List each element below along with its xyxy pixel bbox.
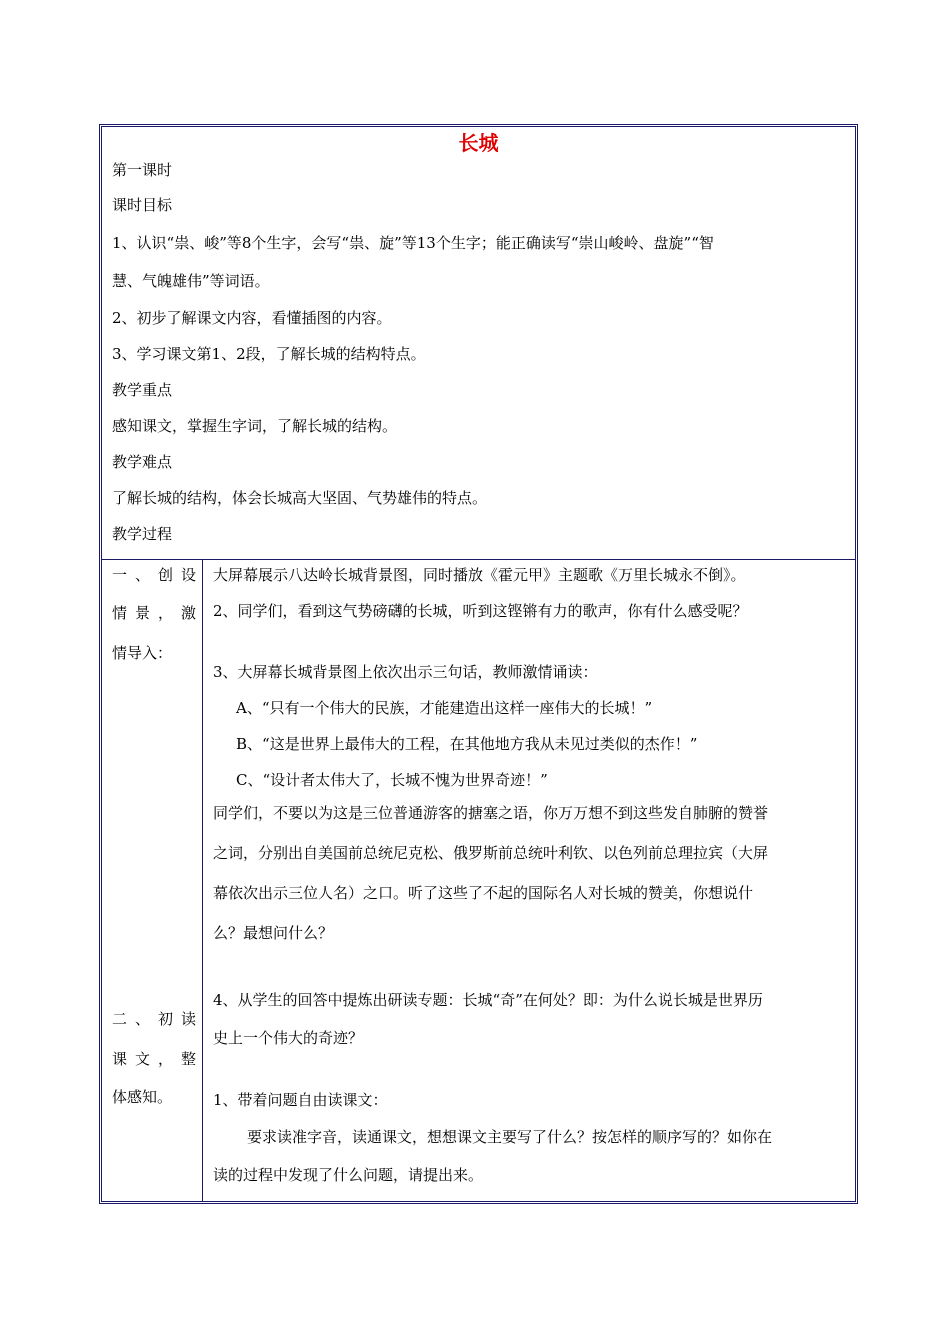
key-text: 感知课文，掌握生字词，了解长城的结构。 [112, 417, 398, 435]
lesson-header-cell [102, 127, 855, 560]
section-2-label-line-3: 体感知。 [112, 1088, 173, 1106]
char: 课 [112, 1050, 128, 1068]
char: 创 [157, 566, 173, 584]
content-paragraph: 同学们，不要以为这是三位普通游客的搪塞之语，你万万想不到这些发自肺腑的赞誉 [213, 804, 769, 822]
char: 初 [157, 1010, 173, 1028]
char: 、 [134, 1010, 150, 1028]
char: 情 [112, 604, 128, 622]
section-content-column [203, 559, 855, 1201]
section-label-column [102, 559, 203, 1201]
content-paragraph: 读的过程中发现了什么问题，请提出来。 [213, 1166, 484, 1184]
section-2-label-line-2 [112, 1048, 196, 1070]
content-paragraph: 幕依次出示三位人名）之口。听了这些了不起的国际名人对长城的赞美，你想说什 [213, 884, 754, 902]
quote-b: B、“这是世界上最伟大的工程，在其他地方我从未见过类似的杰作！” [236, 735, 698, 753]
char: 读 [180, 1010, 196, 1028]
content-paragraph: 4、从学生的回答中提炼出研读专题：长城“奇”在何处？即：为什么说长城是世界历 [213, 991, 763, 1009]
quote-a: A、“只有一个伟大的民族，才能建造出这样一座伟大的长城！” [236, 699, 653, 717]
process-heading: 教学过程 [112, 525, 173, 543]
content-paragraph: 之词，分别出自美国前总统尼克松、俄罗斯前总统叶利钦、以色列前总理拉宾（大屏 [213, 844, 769, 862]
content-paragraph: 2、同学们，看到这气势磅礴的长城，听到这铿锵有力的歌声，你有什么感受呢？ [213, 602, 748, 620]
char: 激 [180, 604, 196, 622]
char: 景 [134, 604, 150, 622]
char: 文 [134, 1050, 150, 1068]
content-paragraph: 要求读准字音，读通课文，想想课文主要写了什么？按怎样的顺序写的？如你在 [247, 1128, 773, 1146]
content-paragraph: 史上一个伟大的奇迹？ [213, 1029, 364, 1047]
content-paragraph: 大屏幕展示八达岭长城背景图，同时播放《霍元甲》主题歌《万里长城永不倒》。 [213, 566, 746, 584]
char: 、 [134, 566, 150, 584]
content-paragraph: 1、带着问题自由读课文： [213, 1091, 388, 1109]
content-paragraph: 么？最想问什么？ [213, 924, 334, 942]
goal-1-line-2: 慧、气魄雄伟”等词语。 [112, 272, 270, 290]
char: 一 [112, 566, 128, 584]
difficulty-text: 了解长城的结构，体会长城高大坚固、气势雄伟的特点。 [112, 489, 488, 507]
lesson-label: 第一课时 [112, 161, 173, 179]
lesson-table [99, 124, 858, 1204]
goal-1-line-1: 1、认识“祟、峻”等8个生字，会写“祟、旋”等13个生字；能正确读写“崇山峻岭、盘旋”“智 [112, 234, 714, 252]
section-1-label-line-1 [112, 564, 196, 586]
goal-2: 2、初步了解课文内容，看懂插图的内容。 [112, 309, 392, 327]
section-1-label-line-2 [112, 602, 196, 624]
goals-heading: 课时目标 [112, 196, 173, 214]
key-heading: 教学重点 [112, 381, 173, 399]
char: 二 [112, 1010, 128, 1028]
char: ， [157, 604, 173, 622]
section-1-label-line-3: 情导入： [112, 644, 173, 662]
section-2-label-line-1 [112, 1008, 196, 1030]
difficulty-heading: 教学难点 [112, 453, 173, 471]
char: 整 [180, 1050, 196, 1068]
goal-3: 3、学习课文第1、2段，了解长城的结构特点。 [112, 345, 426, 363]
content-paragraph: 3、大屏幕长城背景图上依次出示三句话，教师激情诵读： [213, 663, 598, 681]
char: 设 [180, 566, 196, 584]
page-title: 长城 [458, 131, 499, 155]
quote-c: C、“设计者太伟大了，长城不愧为世界奇迹！” [236, 771, 548, 789]
char: ， [157, 1050, 173, 1068]
